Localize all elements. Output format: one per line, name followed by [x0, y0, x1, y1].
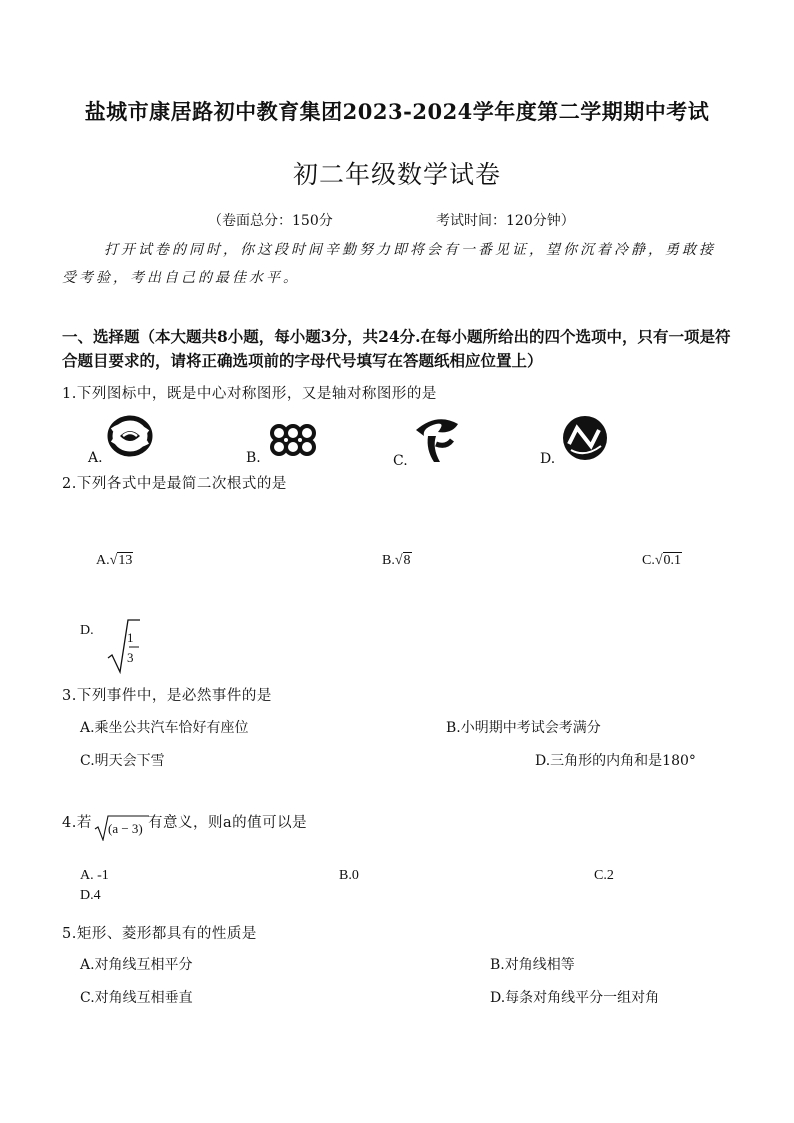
q3-option-c: C.明天会下雪 [80, 753, 165, 769]
q2-option-d-numerator: 1 [127, 630, 134, 645]
q1-option-b-label: B. [246, 450, 261, 466]
exam-title: 盐城市康居路初中教育集团2023-2024学年度第二学期期中考试 [84, 99, 710, 124]
sqrt-sign: √ [654, 553, 663, 568]
intro-text: 打开试卷的同时，你这段时间辛勤努力即将会有一番见证，望你沉着冷静，勇敢接受考验，考出自己的最佳水平。 [62, 242, 716, 286]
exam-subtitle: 初二年级数学试卷 [292, 160, 501, 189]
q2-option-b-radicand: 8 [403, 553, 411, 568]
section-heading: 一、选择题（本大题共8小题，每小题3分，共24分.在每小题所给出的四个选项中，只有一项是符合题目要求的，请将正确选项前的字母代号填写在答题纸相应位置上） [62, 327, 731, 370]
q2-option-a-radicand: 13 [118, 553, 133, 568]
china-netcom-logo-icon [561, 414, 609, 462]
q1-option-d-label: D. [540, 451, 556, 467]
question-1-stem: 1.下列图标中，既是中心对称图形，又是轴对称图形的是 [62, 386, 437, 402]
q1-option-c-label: C. [393, 453, 408, 469]
sqrt-sign: √ [394, 553, 403, 568]
q2-option-d-label: D. [80, 623, 94, 638]
q5-option-a: A.对角线互相平分 [80, 957, 193, 973]
question-4-stem-after: 有意义，则a的值可以是 [148, 815, 308, 831]
q2-option-c [642, 553, 682, 569]
q2-option-a-label: A. [96, 553, 110, 568]
q5-option-c: C.对角线互相垂直 [80, 990, 193, 1006]
q2-option-d-denominator: 3 [127, 650, 134, 665]
china-mobile-logo-icon [106, 412, 154, 460]
china-unicom-knot-icon [266, 420, 320, 460]
q3-option-d: D.三角形的内角和是180° [535, 753, 696, 769]
q4-option-b: B.0 [339, 868, 359, 883]
question-2-stem: 2.下列各式中是最简二次根式的是 [62, 476, 287, 492]
q5-option-b: B.对角线相等 [490, 957, 575, 973]
q3-option-b: B.小明期中考试会考满分 [446, 720, 601, 736]
q4-option-a: A. -1 [80, 868, 109, 883]
q2-option-d-radical [106, 618, 142, 674]
question-4-stem-before: 4.若 [62, 815, 92, 831]
q1-option-a-label: A. [88, 450, 103, 466]
q2-option-a [96, 553, 133, 569]
q2-option-c-radicand: 0.1 [663, 553, 682, 568]
total-score: （卷面总分：150分 [208, 213, 333, 229]
question-5-stem: 5.矩形、菱形都具有的性质是 [62, 926, 257, 942]
q2-option-b-label: B. [382, 553, 395, 568]
q4-option-d: D.4 [80, 888, 101, 903]
question-3-stem: 3.下列事件中，是必然事件的是 [62, 688, 272, 704]
sqrt-sign: √ [109, 553, 118, 568]
q2-option-c-label: C. [642, 553, 655, 568]
q4-radicand: (a − 3) [108, 821, 143, 836]
exam-time: 考试时间：120分钟） [436, 213, 575, 229]
q5-option-d: D.每条对角线平分一组对角 [490, 990, 660, 1006]
q2-option-b [382, 553, 412, 569]
q3-option-a: A.乘坐公共汽车恰好有座位 [80, 720, 249, 736]
china-telecom-logo-icon [412, 414, 462, 464]
q4-option-c: C.2 [594, 868, 614, 883]
